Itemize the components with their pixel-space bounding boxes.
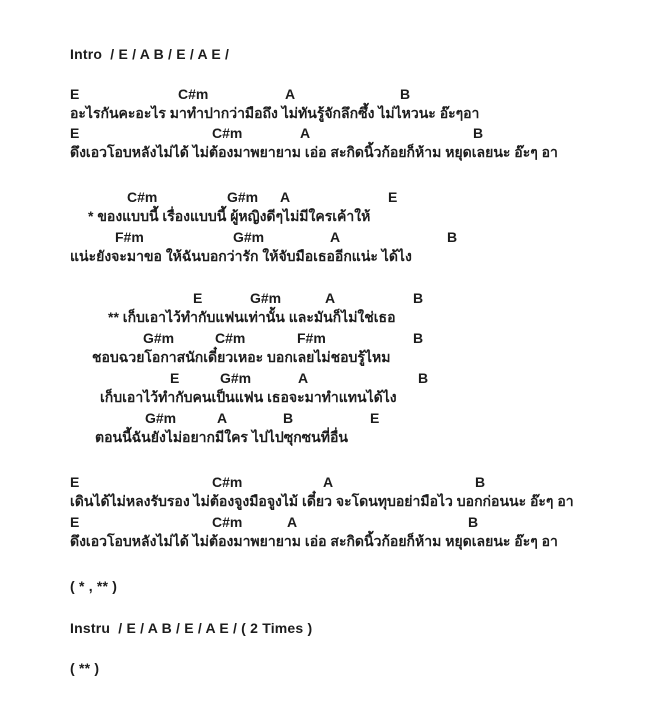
lyric-line: ดึงเอวโอบหลังไม่ได้ ไม่ต้องมาพยายาม เอ่อ สะกิดนิ้วก้อยก็ห้าม หยุดเลยนะ อ๊ะๆ อา <box>70 144 558 160</box>
chord-line <box>0 229 670 247</box>
chord: C#m <box>215 330 246 346</box>
chord: C#m <box>127 189 158 205</box>
chord: A <box>217 410 228 426</box>
chord: A <box>300 125 311 141</box>
chord: B <box>400 86 411 102</box>
chord: F#m <box>115 229 144 245</box>
chord: G#m <box>227 189 259 205</box>
section-label: ( ** ) <box>70 660 100 676</box>
chord: E <box>70 514 80 530</box>
lyric-line: * ของแบบนี้ เรื่องแบบนี้ ผู้หญิงดีๆไม่มีใครเค้าให้ <box>88 208 371 224</box>
chord: B <box>413 330 424 346</box>
lyric-line: ชอบฉวยโอกาสนักเดี๋ยวเหอะ บอกเลยไม่ชอบรู้ไหม <box>92 349 391 365</box>
lyric-line: เก็บเอาไว้ทำกับคนเป็นแฟน เธอจะมาทำแทนได้ไง <box>100 389 397 405</box>
chord-line <box>0 474 670 492</box>
lyric-line: แน่ะยังจะมาขอ ให้ฉันบอกว่ารัก ให้จับมือเธออีกแน่ะ ได้ไง <box>70 248 412 264</box>
chord: B <box>475 474 486 490</box>
chord-line <box>0 370 670 388</box>
section-label: Instru / E / A B / E / A E / ( 2 Times ) <box>70 620 313 636</box>
chord: A <box>285 86 296 102</box>
lyric-line: อะไรกันคะอะไร มาทำปากว่ามือถึง ไม่ทันรู้จักลึกซึ้ง ไม่ไหวนะ อ๊ะๆอา <box>70 105 480 121</box>
chord: C#m <box>212 514 243 530</box>
chord: F#m <box>297 330 326 346</box>
chord: A <box>323 474 334 490</box>
lyric-line: เดินได้ไม่หลงรับรอง ไม่ต้องจูงมือจูงไม้ เดี๋ยว จะโดนทุบอย่ามือไว บอกก่อนนะ อ๊ะๆ อา <box>70 493 574 509</box>
chord: G#m <box>143 330 175 346</box>
chord: A <box>330 229 341 245</box>
lyric-line: ดึงเอวโอบหลังไม่ได้ ไม่ต้องมาพยายาม เอ่อ สะกิดนิ้วก้อยก็ห้าม หยุดเลยนะ อ๊ะๆ อา <box>70 533 558 549</box>
chord: E <box>70 474 80 490</box>
chord: E <box>388 189 398 205</box>
lyric-line: ** เก็บเอาไว้ทำกับแฟนเท่านั้น และมันก็ไม่ใช่เธอ <box>108 309 396 325</box>
chord-line <box>0 86 670 104</box>
chord-line <box>0 125 670 143</box>
chord: C#m <box>212 474 243 490</box>
chord: G#m <box>250 290 282 306</box>
chord: E <box>370 410 380 426</box>
chord-line <box>0 189 670 207</box>
chord-line <box>0 514 670 532</box>
chord: E <box>170 370 180 386</box>
chord: C#m <box>212 125 243 141</box>
chord: E <box>70 86 80 102</box>
chord: G#m <box>220 370 252 386</box>
chord: B <box>447 229 458 245</box>
chord: B <box>468 514 479 530</box>
chord-line <box>0 330 670 348</box>
chord: B <box>473 125 484 141</box>
chord: G#m <box>145 410 177 426</box>
chord-line <box>0 410 670 428</box>
chord: A <box>280 189 291 205</box>
chord: E <box>193 290 203 306</box>
chord: A <box>298 370 309 386</box>
chord: A <box>287 514 298 530</box>
section-label: ( * , ** ) <box>70 578 118 594</box>
chord: C#m <box>178 86 209 102</box>
chord-line <box>0 290 670 308</box>
chord: B <box>283 410 294 426</box>
chord: A <box>325 290 336 306</box>
chord: G#m <box>233 229 265 245</box>
chord: B <box>418 370 429 386</box>
chord: B <box>413 290 424 306</box>
section-label: Intro / E / A B / E / A E / <box>70 46 230 62</box>
chord: E <box>70 125 80 141</box>
lyric-line: ตอนนี้ฉันยังไม่อยากมีใคร ไปไปซุกซนที่อื่น <box>95 429 348 445</box>
